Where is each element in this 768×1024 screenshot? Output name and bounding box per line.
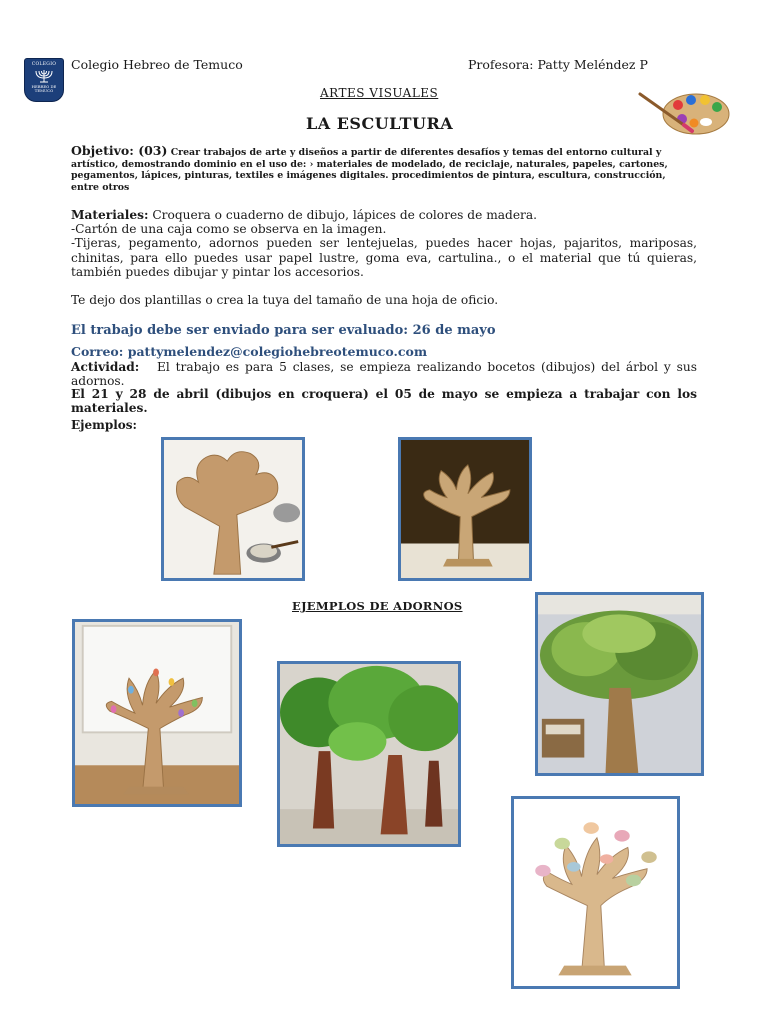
activity-dates: El 21 y 28 de abril (dibujos en croquera) el 05 de mayo se empieza a trabajar con los materiales. xyxy=(71,387,697,415)
school-name: Colegio Hebreo de Temuco xyxy=(71,57,243,72)
page-title: LA ESCULTURA xyxy=(306,114,454,133)
objective-text: Crear trabajos de arte y diseños a partir de diferentes desafíos y temas del entorno cultural y artístico, demostrando dominio en el uso de: › materiales de modelado, de reciclaje, naturales, papeles, cartones, pegamentos, lápices, pinturas, textiles e imágenes digitales. procedimientos de pintura, escultura, construcción, entre otros xyxy=(71,147,668,193)
paint-palette-icon xyxy=(636,88,732,142)
materials-text-1: Croquera o cuaderno de dibujo, lápices de colores de madera. xyxy=(152,208,537,222)
ornament-photo-wall-tree xyxy=(535,592,704,776)
example-photo-tree-standing xyxy=(398,437,532,581)
logo-bottom-text: HEBREO DE TEMUCO xyxy=(31,84,57,93)
ornaments-heading: EJEMPLOS DE ADORNOS xyxy=(292,599,463,613)
materials-line-1 xyxy=(71,208,697,222)
examples-label: Ejemplos: xyxy=(71,418,137,432)
ornament-photo-egg-tree xyxy=(72,619,242,807)
logo-top-text: COLEGIO xyxy=(31,62,57,67)
school-logo xyxy=(24,58,64,102)
subject-heading: ARTES VISUALES xyxy=(320,86,439,100)
materials-label: Materiales: xyxy=(71,208,149,222)
templates-note: Te dejo dos plantillas o crea la tuya del tamaño de una hoja de oficio. xyxy=(71,293,499,307)
activity-label: Actividad: xyxy=(71,360,140,374)
teacher-name: Profesora: Patty Meléndez P xyxy=(468,57,648,72)
activity-text: El trabajo es para 5 clases, se empieza realizando bocetos (dibujos) del árbol y sus adornos. xyxy=(71,360,698,388)
menorah-icon xyxy=(33,68,55,84)
materials-section xyxy=(71,208,697,279)
example-photo-tree-paint xyxy=(161,437,305,581)
deadline-text: El trabajo debe ser enviado para ser evaluado: 26 de mayo xyxy=(71,323,496,338)
objective-label: Objetivo: (03) xyxy=(71,143,168,158)
ornament-photo-green-trees xyxy=(277,661,461,847)
activity-section xyxy=(71,361,697,415)
objective-section xyxy=(71,145,696,193)
materials-line-3: -Tijeras, pegamento, adornos pueden ser lentejuelas, puedes hacer hojas, pajaritos, mariposas, chinitas, para ello puedes usar papel lustre, goma eva, cartulina., o el material que tú quieras, también puedes dibujar y pintar los accesorios. xyxy=(71,236,697,279)
ornament-photo-decorated-tree xyxy=(511,796,680,989)
materials-line-2: -Cartón de una caja como se observa en la imagen. xyxy=(71,222,387,237)
activity-line xyxy=(71,361,697,388)
email-text: Correo: pattymelendez@colegiohebreotemuco.com xyxy=(71,344,428,359)
